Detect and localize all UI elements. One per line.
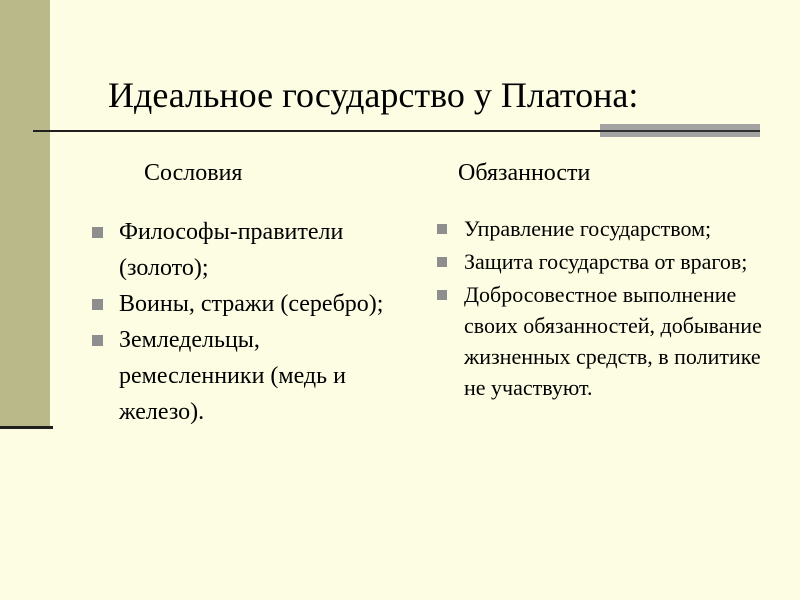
list-item-text: Воины, стражи (серебро); [119,291,384,317]
list-item [437,246,767,277]
slide-title: Идеальное государство у Платона: [108,75,639,115]
duties-list [437,213,767,405]
square-bullet-icon [437,257,447,267]
list-item [92,214,402,286]
left-decor-bar [0,0,50,427]
list-item-text: Земледельцы, ремесленники (медь и железо). [119,327,346,425]
list-item-text: Философы-правители (золото); [119,219,344,281]
list-item-text: Управление государством; [464,216,712,241]
square-bullet-icon [92,299,103,310]
square-bullet-icon [437,224,447,234]
square-bullet-icon [92,335,103,346]
title-accent-line [600,130,760,132]
estates-list [92,214,402,430]
square-bullet-icon [437,290,447,300]
square-bullet-icon [92,227,103,238]
list-item-text: Добросовестное выполнение своих обязанностей, добывание жизненных средств, в политике не участвуют. [464,282,762,400]
list-item [92,286,402,322]
list-item [437,279,767,403]
list-item-text: Защита государства от врагов; [464,249,748,274]
column-heading-duties: Обязанности [458,160,591,186]
left-decor-line [0,426,53,429]
column-heading-estates: Сословия [144,160,243,186]
list-item [92,322,402,430]
list-item [437,213,767,244]
